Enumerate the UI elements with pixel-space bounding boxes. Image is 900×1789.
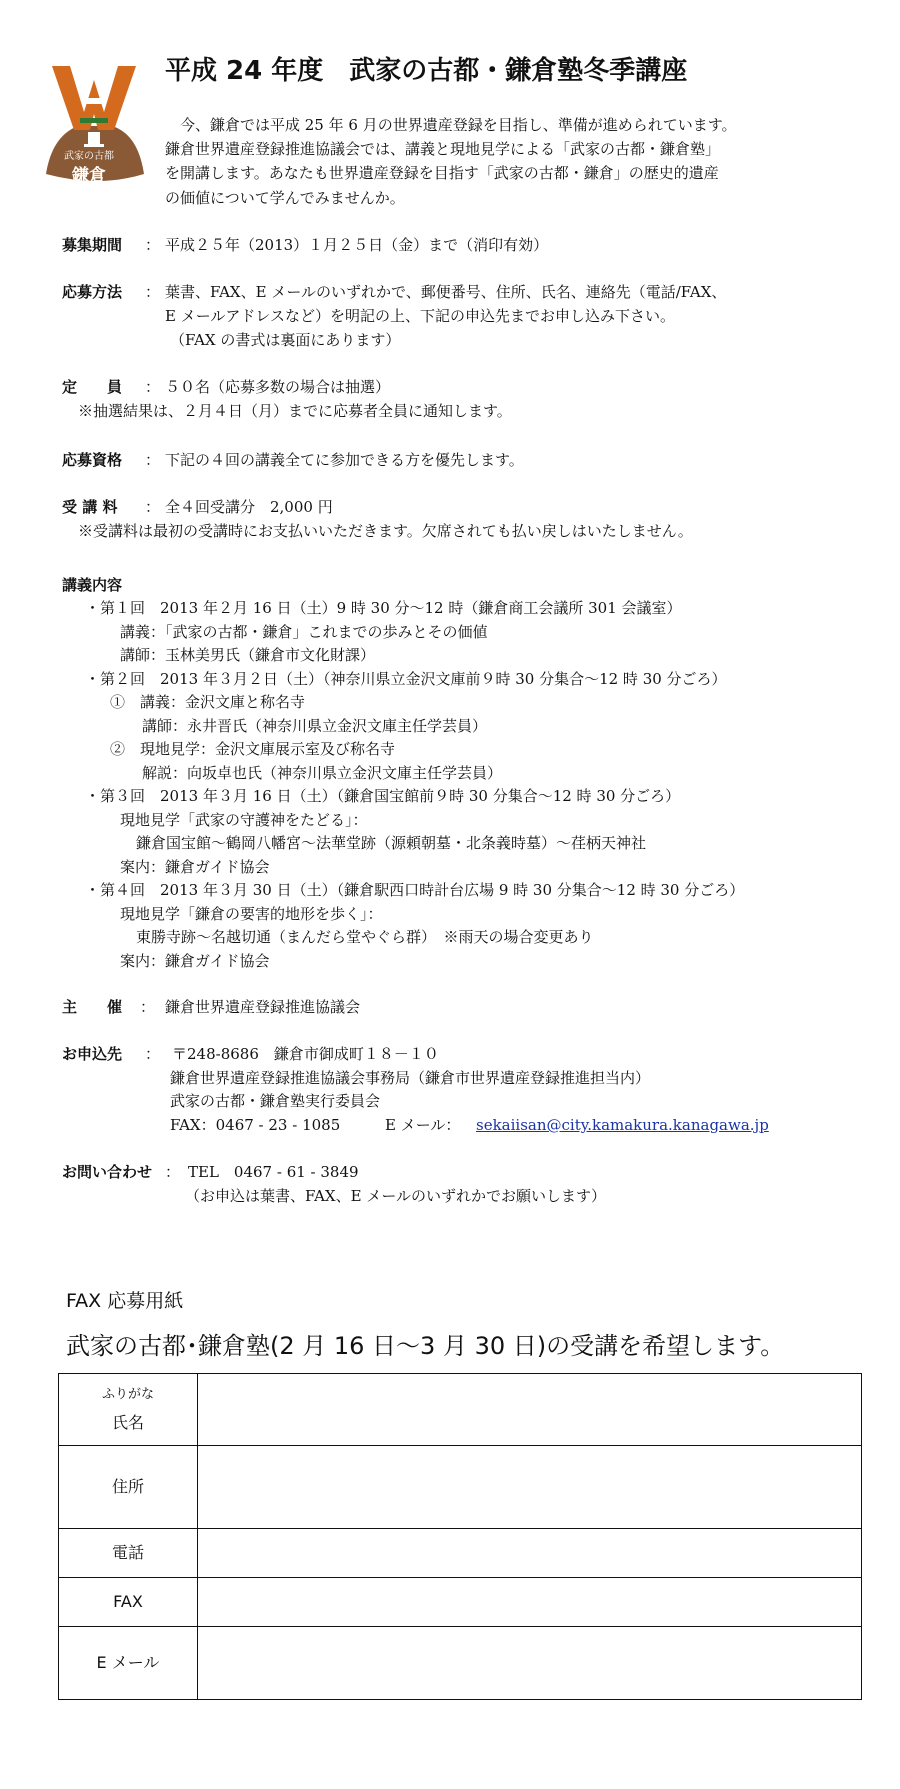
lectures-heading: 講義内容 (62, 576, 123, 594)
fax-label: FAX (59, 1578, 198, 1627)
fee-label: 受 講 料 (62, 498, 118, 516)
page-title: 平成 24 年度 武家の古都・鎌倉塾冬季講座 (165, 56, 688, 86)
method-line-1: 葉書、FAX、E メールのいずれかで、郵便番号、住所、氏名、連絡先（電話/FAX、 (165, 283, 727, 301)
qualification-label: 応募資格 (62, 451, 123, 469)
lecture-line: 講義：「武家の古都・鎌倉」これまでの歩みとその価値 (120, 623, 488, 641)
furigana-label: ふりがな (101, 1387, 154, 1402)
apply-line-3: 武家の古都・鎌倉塾実行委員会 (170, 1092, 381, 1110)
lecture-line: ① 講義：金沢文庫と称名寺 (110, 693, 306, 711)
fax-form-heading: FAX 応募用紙 (66, 1290, 184, 1312)
lecture-line: 案内：鎌倉ガイド協会 (120, 952, 270, 970)
period-label: 募集期間 (62, 236, 123, 254)
intro-line-3: を開講します。あなたも世界遺産登録を目指す「武家の古都・鎌倉」の歴史的遺産 (165, 164, 719, 182)
fax-field[interactable] (198, 1578, 862, 1627)
method-colon: ： (145, 283, 161, 301)
apply-fax: FAX：0467 - 23 - 1085 (170, 1116, 341, 1134)
apply-email-label: E メール： (385, 1116, 461, 1134)
organizer-colon: ： (140, 998, 156, 1016)
email-field[interactable] (198, 1627, 862, 1700)
fee-value: 全４回受講分 2,000 円 (165, 498, 333, 516)
logo-text-top: 武家の古都 (64, 151, 114, 162)
lecture-line: ・第４回 2013 年３月 30 日（土）（鎌倉駅西口時計台広場 9 時 30 分集合～12 時 30 分ごろ） (85, 881, 745, 899)
method-line-2: E メールアドレスなど）を明記の上、下記の申込先までお申し込み下さい。 (165, 307, 675, 325)
lecture-line: ・第１回 2013 年２月 16 日（土）9 時 30 分～12 時（鎌倉商工会議所 301 会議室） (85, 599, 682, 617)
lecture-line: 講師：永井晋氏（神奈川県立金沢文庫主任学芸員） (142, 717, 488, 735)
lecture-line: 現地見学「武家の守護神をたどる」： (120, 811, 368, 829)
lecture-line: 東勝寺跡～名越切通（まんだら堂やぐら群） ※雨天の場合変更あり (136, 928, 594, 946)
period-value: 平成２５年（2013）１月２５日（金）まで（消印有効） (165, 236, 549, 254)
capacity-value: ５０名（応募多数の場合は抽選） (165, 378, 391, 396)
name-field[interactable] (198, 1374, 862, 1446)
fax-form-title: 武家の古都･鎌倉塾(2 月 16 日～3 月 30 日)の受講を希望します。 (66, 1332, 785, 1360)
lecture-line: 案内：鎌倉ガイド協会 (120, 858, 270, 876)
apply-line-1: 〒248-8686 鎌倉市御成町１８－１０ (172, 1045, 439, 1063)
phone-label: 電話 (59, 1529, 198, 1578)
lecture-line: ・第２回 2013 年３月２日（土）（神奈川県立金沢文庫前９時 30 分集合～12 時 30 分ごろ） (85, 670, 727, 688)
lecture-line: 現地見学「鎌倉の要害的地形を歩く」： (120, 905, 383, 923)
form-row-fax (59, 1578, 862, 1627)
apply-colon: ： (145, 1045, 161, 1063)
form-row-phone (59, 1529, 862, 1578)
apply-line-2: 鎌倉世界遺産登録推進協議会事務局（鎌倉市世界遺産登録推進担当内） (170, 1069, 651, 1087)
intro-line-4: の価値について学んでみませんか。 (165, 189, 405, 207)
address-field[interactable] (198, 1446, 862, 1529)
address-label: 住所 (59, 1446, 198, 1529)
contact-label: お問い合わせ (62, 1163, 153, 1181)
qualification-value: 下記の４回の講義全てに参加できる方を優先します。 (165, 451, 524, 469)
lecture-line: 講師：玉林美男氏（鎌倉市文化財課） (120, 646, 376, 664)
capacity-colon: ： (145, 378, 161, 396)
lecture-line: 解説：向坂卓也氏（神奈川県立金沢文庫主任学芸員） (142, 764, 503, 782)
contact-tel: TEL 0467 - 61 - 3849 (188, 1163, 359, 1181)
organizer-value: 鎌倉世界遺産登録推進協議会 (165, 998, 361, 1016)
form-row-address (59, 1446, 862, 1529)
name-label: 氏名 (111, 1413, 144, 1432)
email-label: E メール (59, 1627, 198, 1700)
method-line-3: （FAX の書式は裏面にあります） (170, 331, 401, 349)
method-label: 応募方法 (62, 283, 123, 301)
email-link[interactable]: sekaiisan@city.kamakura.kanagawa.jp (476, 1116, 769, 1134)
intro-line-2: 鎌倉世界遺産登録推進協議会では、講義と現地見学による「武家の古都・鎌倉塾」 (165, 140, 721, 158)
lecture-line: ・第３回 2013 年３月 16 日（土）（鎌倉国宝館前９時 30 分集合～12 時 30 分ごろ） (85, 787, 681, 805)
period-colon: ： (145, 236, 161, 254)
logo-text-bottom: 鎌倉 (72, 166, 106, 186)
intro-line-1: 今、鎌倉では平成 25 年 6 月の世界遺産登録を目指し、準備が進められています。 (165, 116, 737, 134)
fee-note: ※受講料は最初の受講時にお支払いいただきます。欠席されても払い戻しはいたしません。 (78, 522, 693, 540)
qualification-colon: ： (145, 451, 161, 469)
capacity-label: 定 員 (62, 378, 123, 396)
capacity-note: ※抽選結果は、２月４日（月）までに応募者全員に通知します。 (78, 402, 512, 420)
kamakura-logo (38, 56, 150, 196)
fax-application-form (58, 1373, 862, 1700)
name-label-cell (59, 1374, 198, 1446)
form-row-email (59, 1627, 862, 1700)
contact-note: （お申込は葉書、FAX、E メールのいずれかでお願いします） (185, 1187, 607, 1205)
form-row-name (59, 1374, 862, 1446)
organizer-label: 主 催 (62, 998, 123, 1016)
lecture-line: 鎌倉国宝館～鶴岡八幡宮～法華堂跡（源頼朝墓・北条義時墓）～荏柄天神社 (136, 834, 647, 852)
lecture-line: ② 現地見学：金沢文庫展示室及び称名寺 (110, 740, 396, 758)
apply-label: お申込先 (62, 1045, 123, 1063)
phone-field[interactable] (198, 1529, 862, 1578)
contact-colon: ： (165, 1163, 181, 1181)
fee-colon: ： (145, 498, 161, 516)
